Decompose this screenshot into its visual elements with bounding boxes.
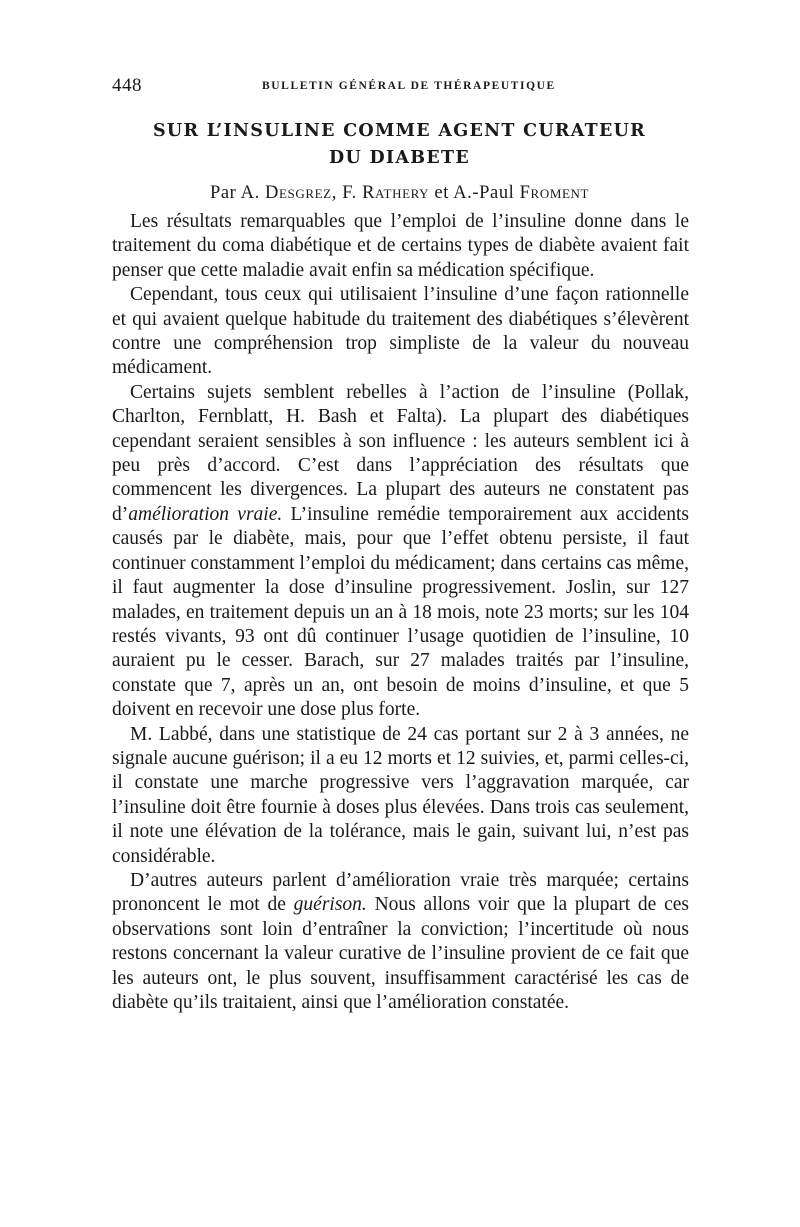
paragraph-3-text-b: L’insuline remédie temporairement aux accidents causés par le diabète, mais, pour que l’effet obtenu persiste, il faut continuer constamment l’emploi du médicament; dans certains cas même, il faut augmenter la dose d’insuline progressivement. Joslin, sur 127 malades, en traitement depuis un an à 18 mois, note 23 morts; sur les 104 restés vivants, 93 ont dû continuer l’usage quotidien de l’insuline, 10 auraient pu le cesser. Barach, sur 27 malades traités par l’insuline, constate que 7, après un an, ont besoin de moins d’insuline, et que 5 doivent en recevoir une dose plus forte. <box>112 503 689 721</box>
paragraph-5 <box>112 869 689 1015</box>
paragraph-2: Cependant, tous ceux qui utilisaient l’insuline d’une façon rationnelle et qui avaient quelque habitude du traitement des diabétiques s’élevèrent contre une compréhension trop simpliste de la valeur du nouveau médicament. <box>112 284 689 379</box>
paragraph-5-text-b: Nous allons voir que la plupart de ces observations sont loin d’entraîner la conviction; l’incertitude où nous restons concernant la valeur curative de l’insuline provient de ce fait que les auteurs ont, le plus souvent, insuffisamment caractérisé les cas de diabète qu’ils traitaient, ainsi que l’amélioration constatée. <box>112 894 689 1013</box>
byline-prefix: Par <box>209 183 237 203</box>
article-title <box>112 118 687 172</box>
author-3-initial: A.-Paul <box>453 183 515 203</box>
article-title-line-2: DU DIABETE <box>329 148 470 168</box>
paragraph-5-text-a: D’autres auteurs parlent d’amélioration vraie très marquée; certains prononcent le mot de <box>112 869 689 916</box>
paragraph-3-text-a: Certains sujets semblent rebelles à l’action de l’insuline (Pollak, Charlton, Fernblatt, H. Bash et Falta). La plupart des diabétiques cependant seraient sensibles à son influence : les auteurs semblent ici à peu près d’accord. C’est dans l’appréciation des résultats que commencent les divergences. La plupart des auteurs ne constatent pas d’ <box>112 381 689 525</box>
author-3-name: Froment <box>519 183 590 203</box>
running-head <box>112 75 687 99</box>
article-body <box>112 210 689 1015</box>
paragraph-4: M. Labbé, dans une statistique de 24 cas portant sur 2 à 3 années, ne signale aucune guérison; il a eu 12 morts et 12 suivies, et, parmi celles-ci, il constate une marche progressive vers l’aggravation marquée, car l’insuline doit être fournie à doses plus élevées. Dans trois cas seulement, il note une élévation de la tolérance, mais le gain, suivant lui, n’est pas considérable. <box>112 723 689 867</box>
page-number: 448 <box>112 75 142 96</box>
author-2-initial: F. <box>342 183 357 203</box>
article-title-line-1: SUR L’INSULINE COMME AGENT CURATEUR <box>152 121 647 141</box>
author-1-name: Desgrez, <box>265 183 337 203</box>
paragraph-1: Les résultats remarquables que l’emploi de l’insuline donne dans le traitement du coma diabétique et de certains types de diabète avaient fait penser que cette maladie avait enfin sa médication spécifique. <box>112 211 689 281</box>
paragraph-3-emphasis: amélioration vraie. <box>128 503 283 525</box>
author-1-initial: A. <box>240 183 260 203</box>
byline-conjunction: et <box>434 183 449 203</box>
paragraph-5-emphasis: guérison. <box>293 894 367 916</box>
author-2-name: Rathery <box>362 183 430 203</box>
byline <box>112 183 687 204</box>
paragraph-3 <box>112 381 689 723</box>
journal-title: BULLETIN GÉNÉRAL DE THÉRAPEUTIQUE <box>262 80 556 92</box>
